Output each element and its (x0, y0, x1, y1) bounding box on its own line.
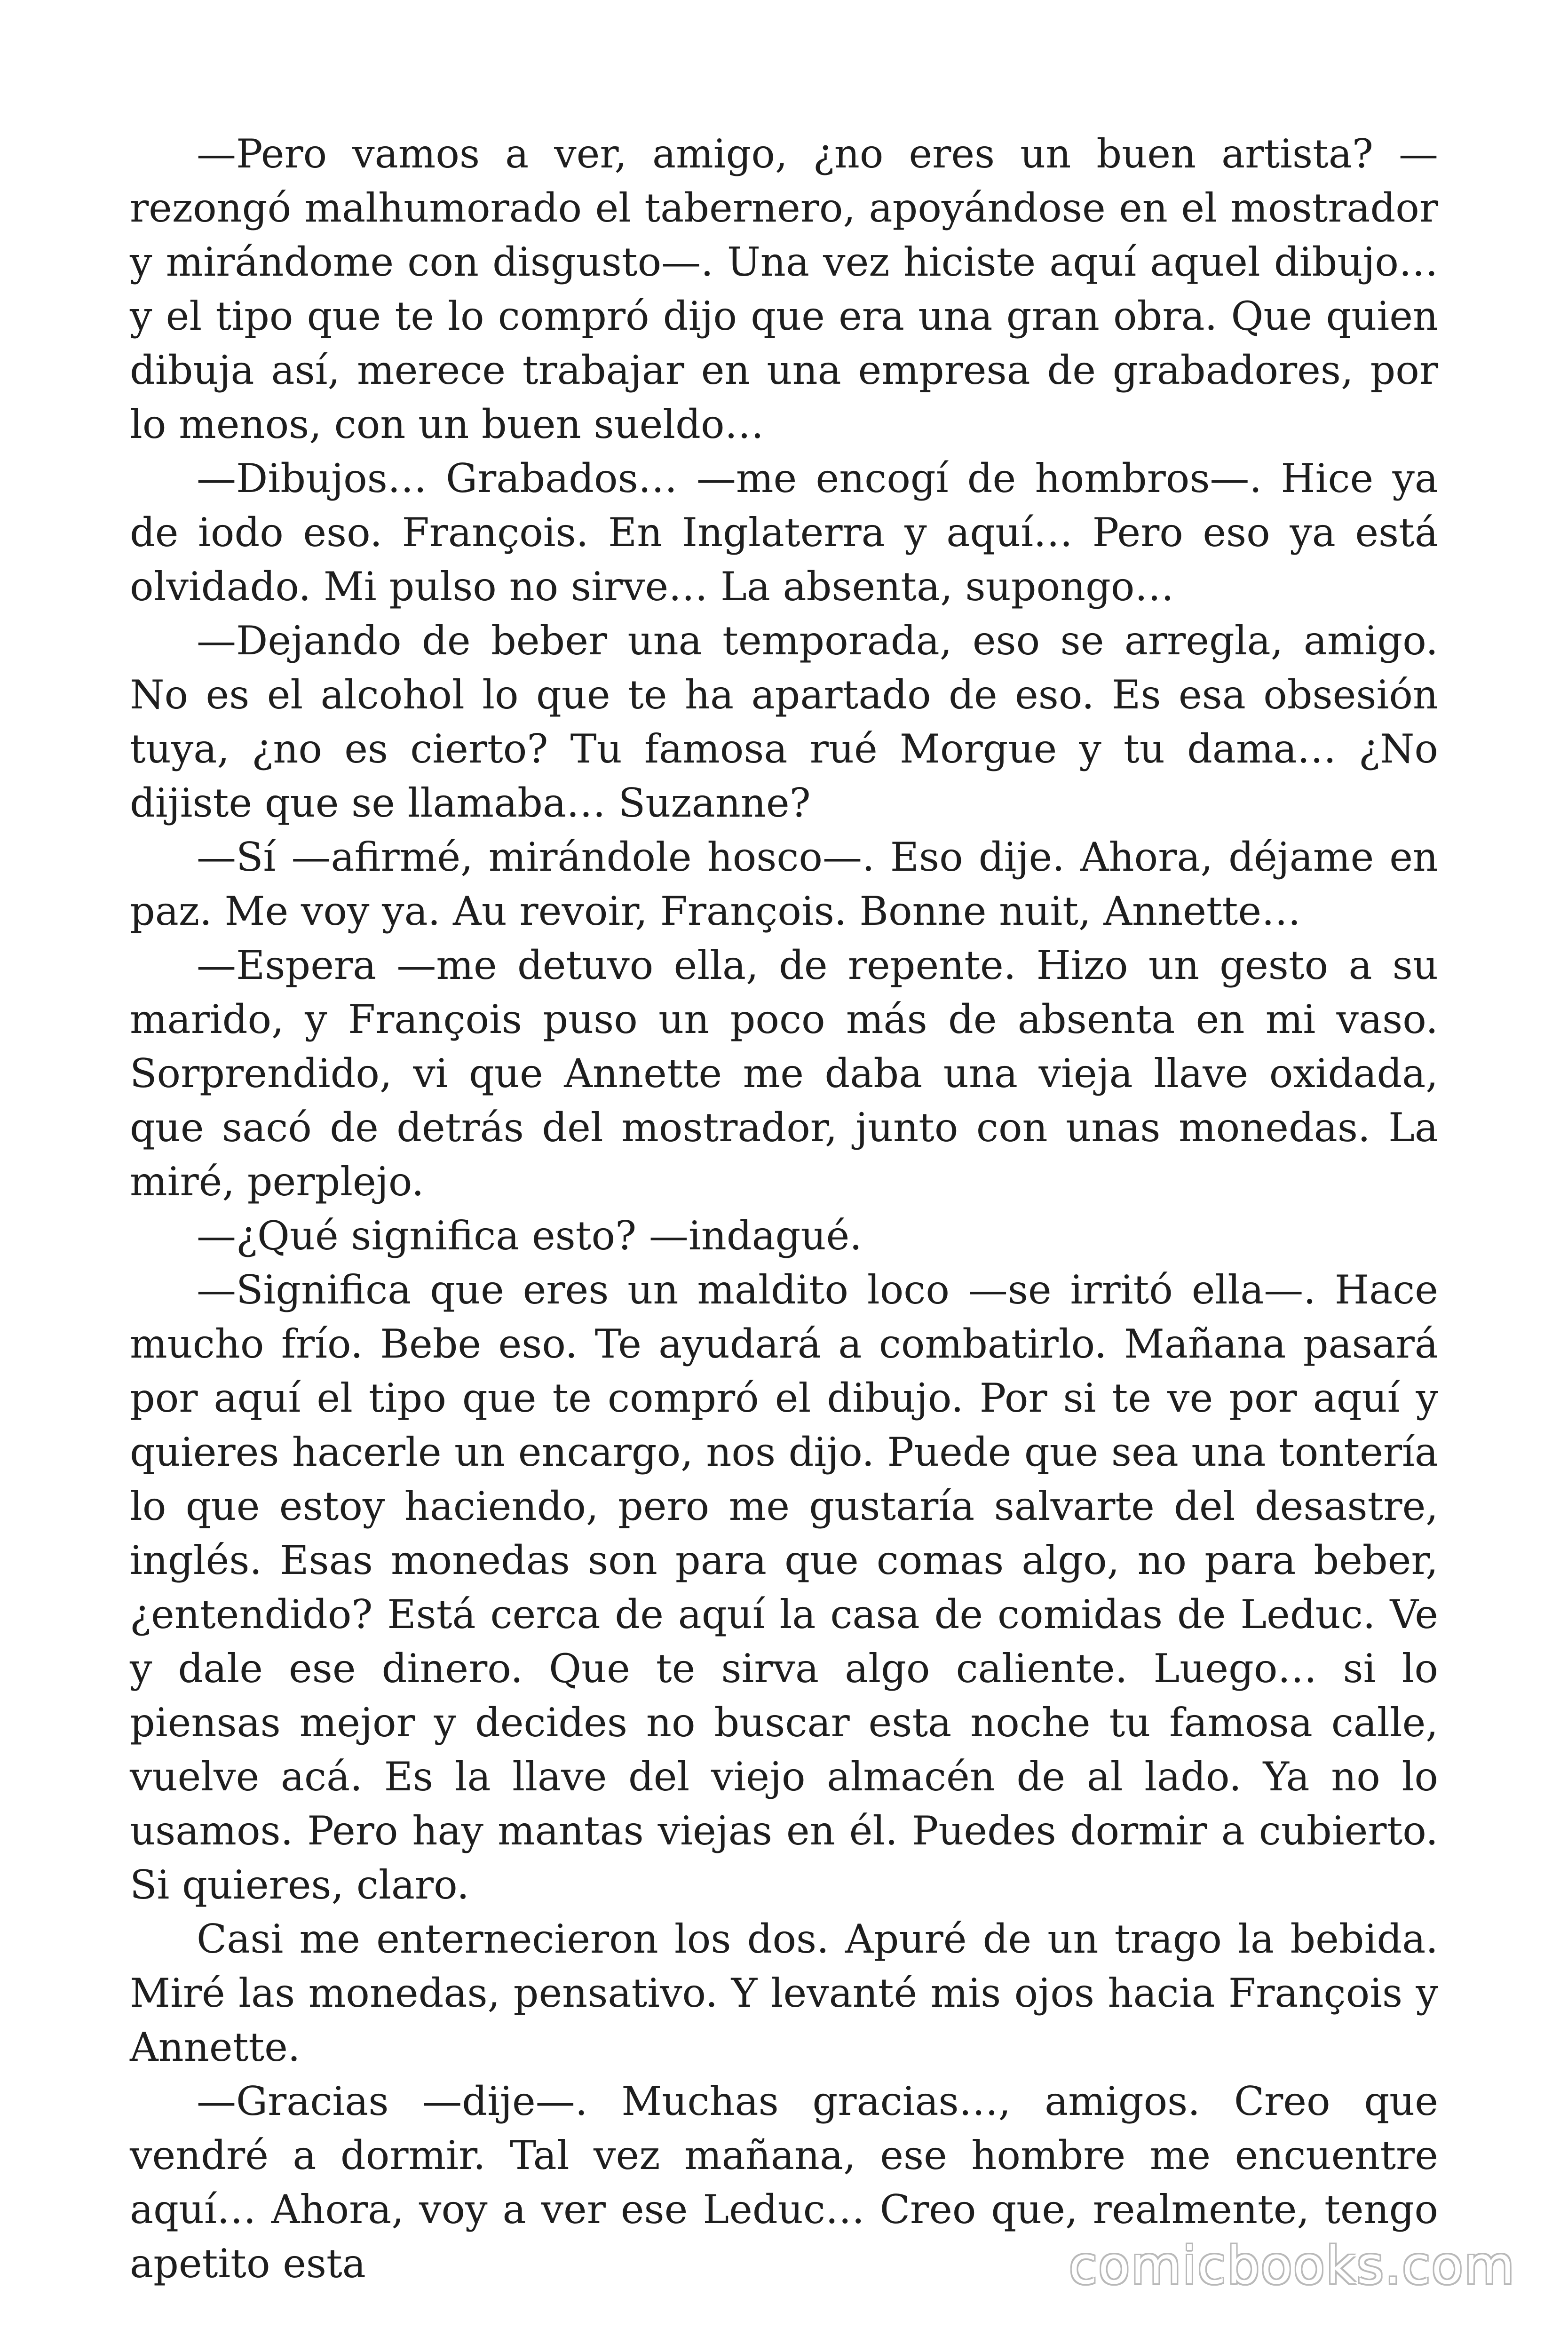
watermark: comicbooks.com (1069, 2235, 1515, 2296)
paragraph-1: —Pero vamos a ver, amigo, ¿no eres un buen artista? —rezongó malhumorado el tabernero, apoyándose en el mostrador y mirándome con disgusto—. Una vez hiciste aquí aquel dibujo… y el tipo que te lo compró dijo que era una gran obra. Que quien dibuja así, merece trabajar en una empresa de grabadores, por lo menos, con un buen sueldo… (130, 131, 1438, 447)
page-text (130, 127, 1438, 2291)
paragraph-3: —Dejando de beber una temporada, eso se arregla, amigo. No es el alcohol lo que te ha apartado de eso. Es esa obsesión tuya, ¿no es cierto? Tu famosa rué Morgue y tu dama… ¿No dijiste que se llamaba… Suzanne? (130, 618, 1438, 826)
paragraph-9: —Gracias —dije—. Muchas gracias…, amigos. Creo que vendré a dormir. Tal vez mañana, ese hombre me encuentre aquí… Ahora, voy a ver ese Leduc… Creo que, realmente, tengo apetito esta (130, 2078, 1438, 2287)
paragraph-2: —Dibujos… Grabados… —me encogí de hombros—. Hice ya de iodo eso. François. En Inglaterra y aquí… Pero eso ya está olvidado. Mi pulso no sirve… La absenta, supongo… (130, 455, 1438, 610)
paragraph-4: —Sí —afirmé, mirándole hosco—. Eso dije. Ahora, déjame en paz. Me voy ya. Au revoir, François. Bonne nuit, Annette… (130, 834, 1438, 934)
paragraph-8: Casi me enternecieron los dos. Apuré de un trago la bebida. Miré las monedas, pensativo. Y levanté mis ojos hacia François y Annette. (130, 1916, 1438, 2070)
paragraph-5: —Espera —me detuvo ella, de repente. Hizo un gesto a su marido, y François puso un poco más de absenta en mi vaso. Sorprendido, vi que Annette me daba una vieja llave oxidada, que sacó de detrás del mostrador, junto con unas monedas. La miré, perplejo. (130, 942, 1438, 1205)
paragraph-7: —Significa que eres un maldito loco —se irritó ella—. Hace mucho frío. Bebe eso. Te ayudará a combatirlo. Mañana pasará por aquí el tipo que te compró el dibujo. Por si te ve por aquí y quieres hacerle un encargo, nos dijo. Puede que sea una tontería lo que estoy haciendo, pero me gustaría salvarte del desastre, inglés. Esas monedas son para que comas algo, no para beber, ¿entendido? Está cerca de aquí la casa de comidas de Leduc. Ve y dale ese dinero. Que te sirva algo caliente. Luego… si lo piensas mejor y decides no buscar esta noche tu famosa calle, vuelve acá. Es la llave del viejo almacén de al lado. Ya no lo usamos. Pero hay mantas viejas en él. Puedes dormir a cubierto. Si quieres, claro. (130, 1267, 1438, 1908)
paragraph-6: —¿Qué significa esto? —indagué. (197, 1213, 862, 1259)
